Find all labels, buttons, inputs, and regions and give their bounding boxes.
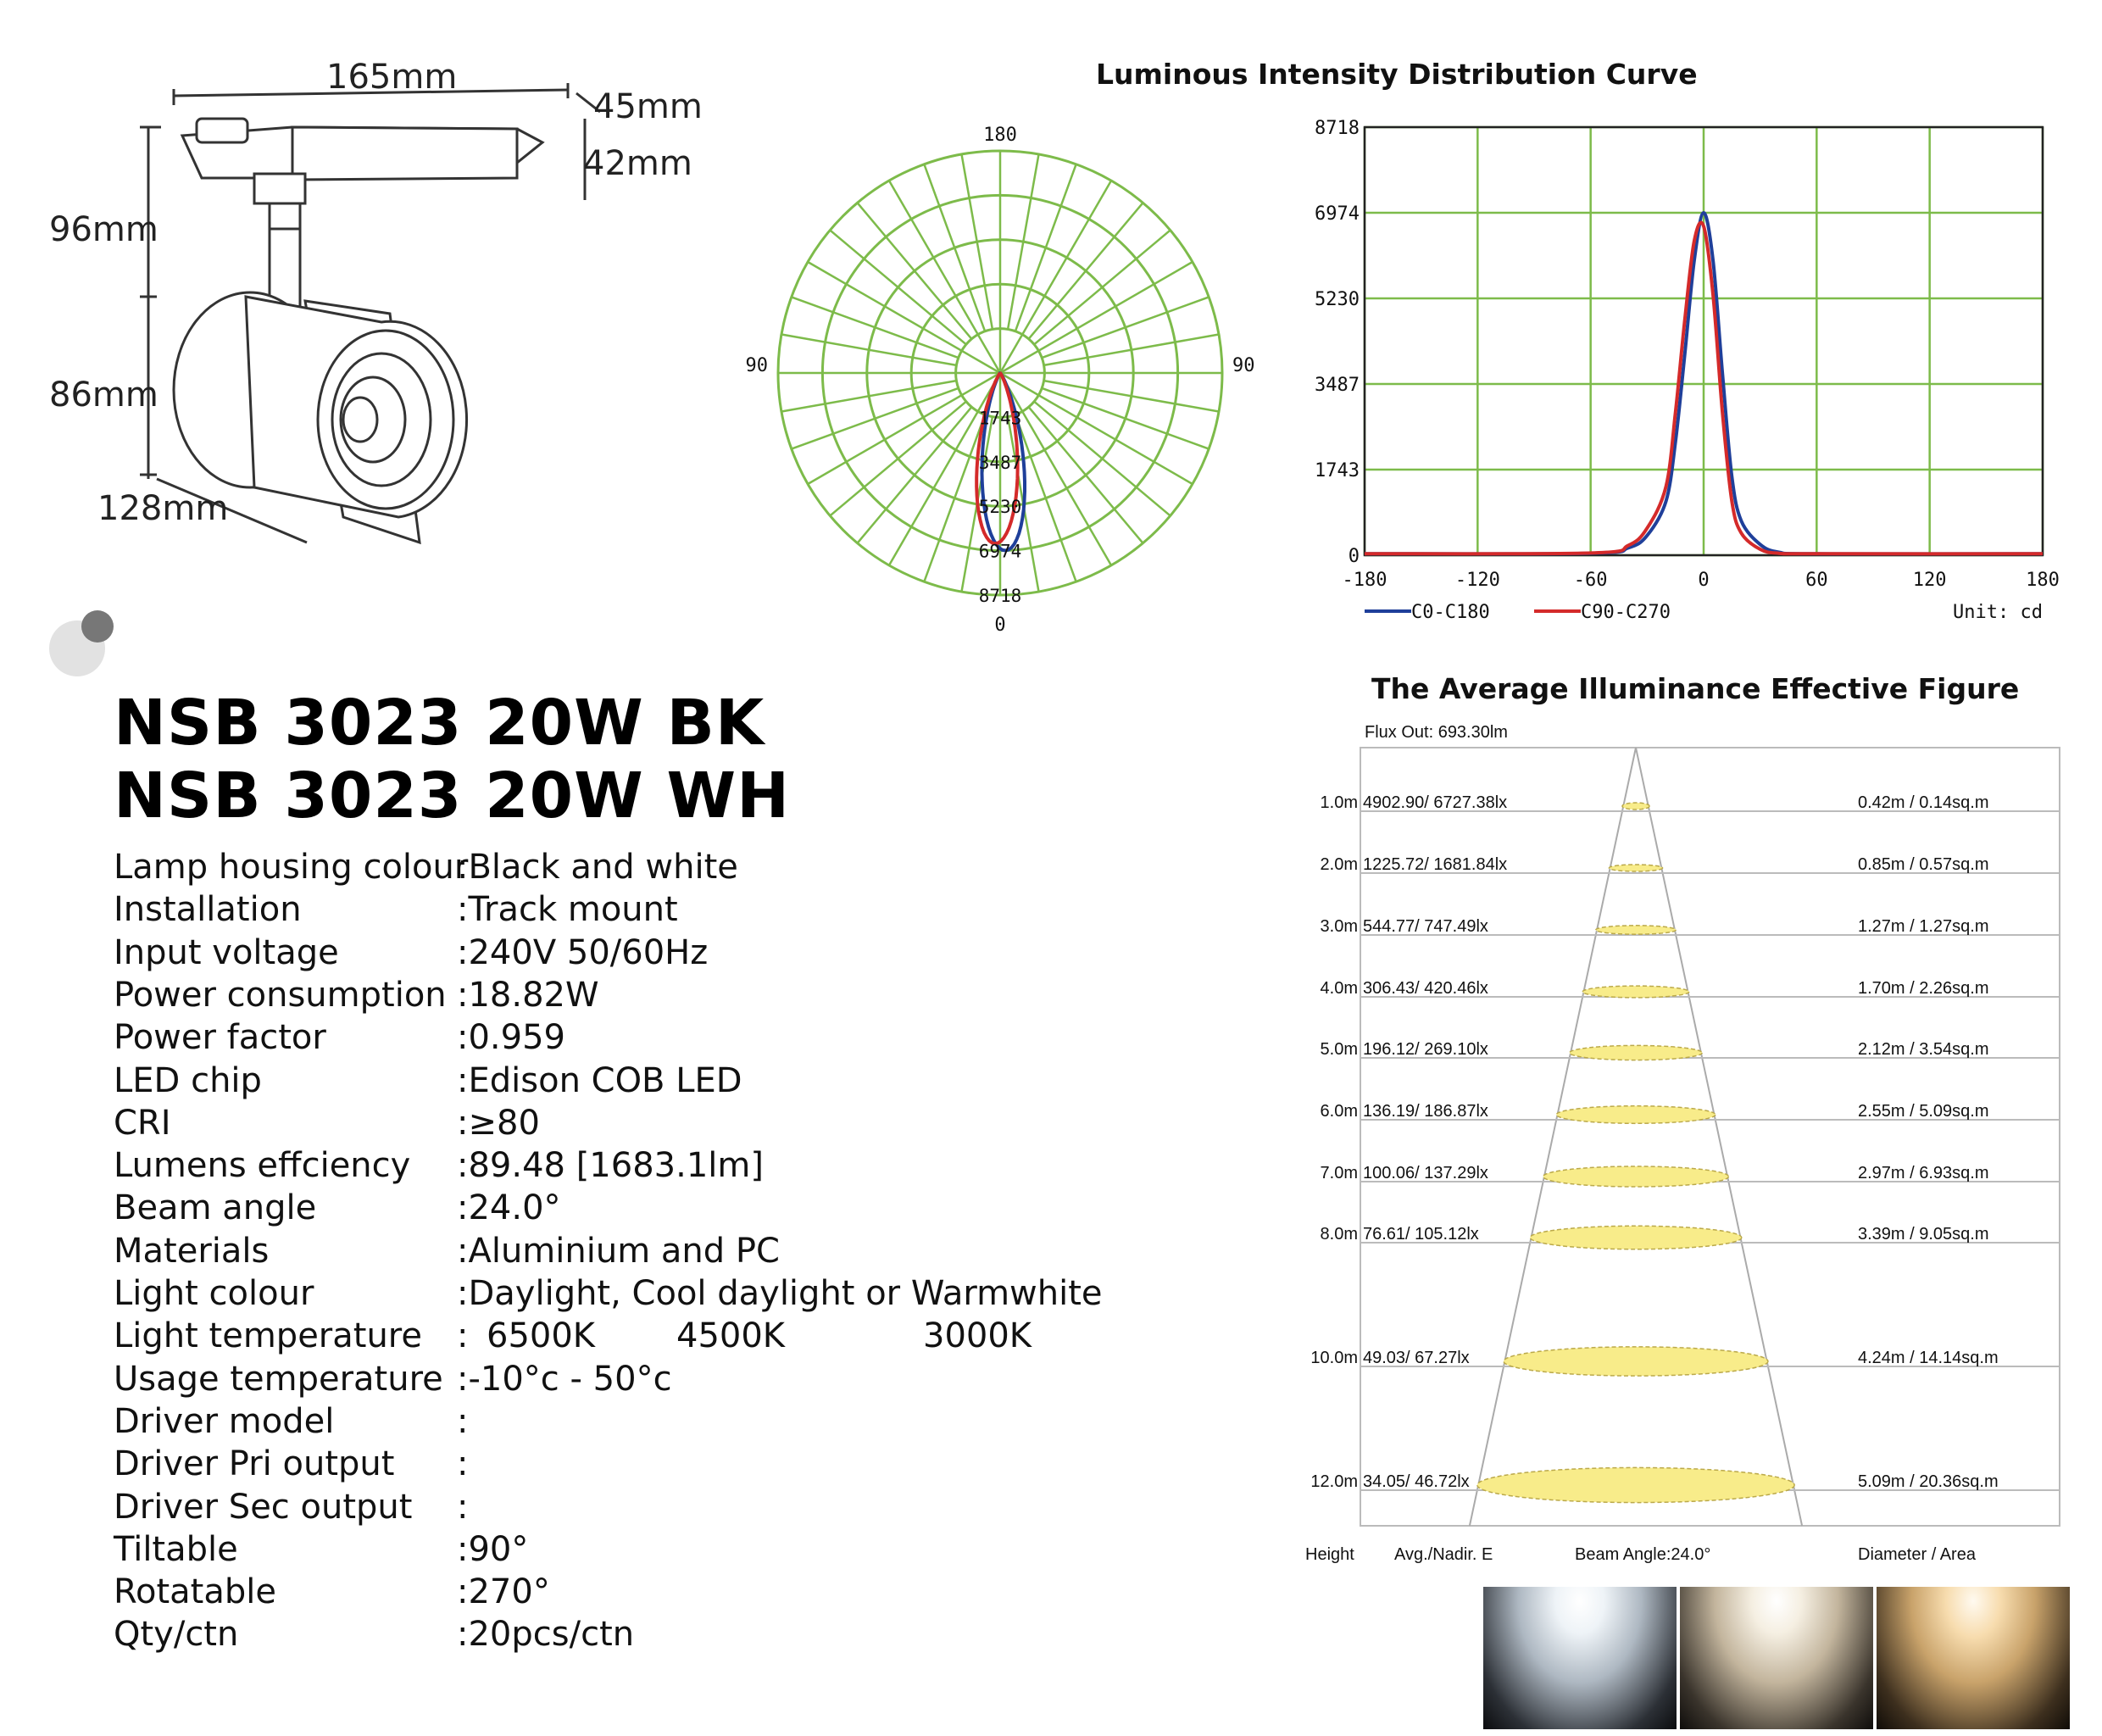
spec-value: : bbox=[457, 1444, 469, 1484]
illum-value: 34.05/ 46.72lx bbox=[1363, 1472, 1470, 1491]
illum-value: 4902.90/ 6727.38lx bbox=[1363, 793, 1508, 812]
illum-spot bbox=[1530, 1226, 1742, 1249]
unit-label: Unit: cd bbox=[1953, 602, 2043, 623]
line-x-tick: 60 bbox=[1805, 570, 1828, 591]
polar-radial-tick: 1743 bbox=[978, 408, 1022, 429]
spec-value: : bbox=[457, 1401, 469, 1441]
spec-label: Power factor bbox=[114, 1018, 326, 1058]
spec-label: Qty/ctn bbox=[114, 1615, 239, 1655]
spec-value: :Edison COB LED bbox=[457, 1060, 742, 1100]
illum-height: 3.0m bbox=[1320, 917, 1358, 936]
illum-spot bbox=[1570, 1045, 1702, 1060]
line-chart bbox=[1305, 110, 2068, 636]
spec-label: Driver Sec output bbox=[114, 1487, 413, 1527]
illum-header-height: Height bbox=[1305, 1545, 1354, 1564]
spec-label: Lamp housing colour bbox=[114, 848, 469, 887]
spec-value: :270° bbox=[457, 1572, 550, 1612]
illum-height: 12.0m bbox=[1310, 1472, 1358, 1491]
illum-value: 196.12/ 269.10lx bbox=[1363, 1040, 1488, 1059]
spec-label: Materials bbox=[114, 1231, 270, 1271]
product-drawing bbox=[0, 0, 746, 576]
swatch-cool-daylight bbox=[1680, 1587, 1873, 1729]
illum-diameter: 1.70m / 2.26sq.m bbox=[1858, 979, 1989, 998]
top-depth-dimension: 45mm bbox=[593, 87, 703, 126]
adapter-height-dimension: 42mm bbox=[583, 144, 692, 183]
polar-spoke bbox=[781, 381, 956, 411]
legend-label: C0-C180 bbox=[1411, 602, 1490, 623]
illum-header-diameter: Diameter / Area bbox=[1858, 1545, 1976, 1564]
polar-spoke bbox=[1042, 388, 1209, 449]
light-temperature-value: 6500K bbox=[487, 1316, 596, 1356]
spec-value: :Aluminium and PC bbox=[457, 1231, 780, 1271]
illum-diameter: 4.24m / 14.14sq.m bbox=[1858, 1349, 1999, 1367]
illum-diameter: 0.85m / 0.57sq.m bbox=[1858, 855, 1989, 874]
illum-spot bbox=[1622, 803, 1649, 810]
spec-value: :240V 50/60Hz bbox=[457, 932, 709, 972]
illum-diameter: 5.09m / 20.36sq.m bbox=[1858, 1472, 1999, 1491]
illum-spot bbox=[1504, 1347, 1768, 1376]
spec-value: :90° bbox=[457, 1529, 529, 1569]
illum-height: 7.0m bbox=[1320, 1164, 1358, 1182]
line-x-tick: -60 bbox=[1573, 570, 1608, 591]
head-height-dimension: 86mm bbox=[49, 376, 158, 415]
spec-label: Beam angle bbox=[114, 1188, 317, 1228]
model-title-bk: NSB 3023 20W BK bbox=[114, 687, 765, 760]
spec-value: :Track mount bbox=[457, 890, 678, 930]
polar-radial-tick: 6974 bbox=[978, 541, 1022, 562]
line-x-tick: -120 bbox=[1454, 570, 1500, 591]
illum-diameter: 3.39m / 9.05sq.m bbox=[1858, 1225, 1989, 1244]
spec-value: :≥80 bbox=[457, 1103, 540, 1143]
spec-value: :-10°c - 50°c bbox=[457, 1359, 672, 1399]
illum-spot bbox=[1609, 865, 1662, 871]
light-temperature-value: 4500K bbox=[676, 1316, 786, 1356]
illum-spot bbox=[1543, 1166, 1729, 1187]
illum-height: 5.0m bbox=[1320, 1040, 1358, 1059]
polar-radial-tick: 5230 bbox=[978, 497, 1022, 518]
polar-spoke bbox=[1008, 154, 1038, 329]
spec-label: Input voltage bbox=[114, 932, 339, 972]
spec-label: Usage temperature bbox=[114, 1359, 443, 1399]
spec-value: : bbox=[457, 1316, 469, 1356]
spec-value: :Black and white bbox=[457, 848, 738, 887]
polar-spoke bbox=[1044, 381, 1219, 411]
illum-diameter: 2.12m / 3.54sq.m bbox=[1858, 1040, 1989, 1059]
length-dimension: 128mm bbox=[97, 489, 229, 528]
illum-value: 136.19/ 186.87lx bbox=[1363, 1102, 1488, 1121]
line-x-tick: 120 bbox=[1912, 570, 1947, 591]
illum-height: 6.0m bbox=[1320, 1102, 1358, 1121]
swatch-warmwhite bbox=[1877, 1587, 2070, 1729]
line-y-tick: 6974 bbox=[1315, 203, 1360, 225]
illum-value: 49.03/ 67.27lx bbox=[1363, 1349, 1470, 1367]
spec-label: Driver model bbox=[114, 1401, 335, 1441]
model-title-wh: NSB 3023 20W WH bbox=[114, 760, 791, 832]
spec-label: CRI bbox=[114, 1103, 171, 1143]
width-dimension: 165mm bbox=[326, 58, 458, 97]
polar-spoke bbox=[924, 164, 985, 331]
polar-radial-tick: 3487 bbox=[978, 452, 1022, 473]
legend-label: C90-C270 bbox=[1581, 602, 1671, 623]
illum-diameter: 1.27m / 1.27sq.m bbox=[1858, 917, 1989, 936]
luminous-curve-title: Luminous Intensity Distribution Curve bbox=[1096, 58, 1698, 91]
line-x-tick: -180 bbox=[1342, 570, 1387, 591]
illum-header-beam: Beam Angle:24.0° bbox=[1575, 1545, 1711, 1564]
illum-height: 1.0m bbox=[1320, 793, 1358, 812]
line-x-tick: 180 bbox=[2026, 570, 2060, 591]
decorative-dots bbox=[49, 610, 117, 678]
line-y-tick: 0 bbox=[1348, 546, 1360, 567]
illum-height: 10.0m bbox=[1310, 1349, 1358, 1367]
illuminance-figure bbox=[1271, 721, 2085, 1568]
polar-spoke bbox=[792, 297, 959, 358]
illum-diameter: 2.55m / 5.09sq.m bbox=[1858, 1102, 1989, 1121]
illum-value: 1225.72/ 1681.84lx bbox=[1363, 855, 1508, 874]
spec-value: :89.48 [1683.1lm] bbox=[457, 1146, 764, 1186]
spec-label: Driver Pri output bbox=[114, 1444, 395, 1484]
illum-diameter: 0.42m / 0.14sq.m bbox=[1858, 793, 1989, 812]
illum-value: 306.43/ 420.46lx bbox=[1363, 979, 1488, 998]
spec-label: Light colour bbox=[114, 1274, 314, 1313]
polar-angle-label: 0 bbox=[994, 615, 1006, 636]
spec-label: Tiltable bbox=[114, 1529, 238, 1569]
line-y-tick: 5230 bbox=[1315, 289, 1360, 311]
illum-value: 100.06/ 137.29lx bbox=[1363, 1164, 1488, 1182]
illum-value: 544.77/ 747.49lx bbox=[1363, 917, 1488, 936]
spec-label: LED chip bbox=[114, 1060, 262, 1100]
stem-height-dimension: 96mm bbox=[49, 210, 158, 249]
illum-spot bbox=[1556, 1106, 1716, 1124]
polar-spoke bbox=[962, 154, 993, 329]
spec-value: :18.82W bbox=[457, 975, 599, 1015]
illum-spot bbox=[1477, 1467, 1794, 1502]
spec-value: :Daylight, Cool daylight or Warmwhite bbox=[457, 1274, 1103, 1313]
spec-label: Lumens effciency bbox=[114, 1146, 411, 1186]
spec-value: :20pcs/ctn bbox=[457, 1615, 635, 1655]
illum-diameter: 2.97m / 6.93sq.m bbox=[1858, 1164, 1989, 1182]
polar-angle-label: 90 bbox=[1232, 355, 1255, 376]
illum-header-avg: Avg./Nadir. E bbox=[1394, 1545, 1493, 1564]
polar-spoke bbox=[1044, 335, 1219, 365]
polar-spoke bbox=[792, 388, 959, 449]
light-temperature-value: 3000K bbox=[923, 1316, 1032, 1356]
flux-out-label: Flux Out: 693.30lm bbox=[1365, 723, 1508, 742]
spec-label: Light temperature bbox=[114, 1316, 422, 1356]
illum-spot bbox=[1582, 986, 1689, 998]
polar-spoke bbox=[1015, 164, 1076, 331]
illum-value: 76.61/ 105.12lx bbox=[1363, 1225, 1479, 1244]
polar-spoke bbox=[781, 335, 956, 365]
spec-label: Installation bbox=[114, 890, 302, 930]
swatch-daylight bbox=[1483, 1587, 1677, 1729]
spec-label: Power consumption bbox=[114, 975, 447, 1015]
line-y-tick: 3487 bbox=[1315, 375, 1360, 397]
illum-height: 2.0m bbox=[1320, 855, 1358, 874]
polar-angle-label: 90 bbox=[745, 355, 768, 376]
spec-value: : bbox=[457, 1487, 469, 1527]
illuminance-title: The Average Illuminance Effective Figure bbox=[1371, 672, 2020, 705]
line-x-tick: 0 bbox=[1698, 570, 1710, 591]
polar-angle-label: 180 bbox=[983, 125, 1017, 146]
spec-value: :0.959 bbox=[457, 1018, 565, 1058]
illum-height: 8.0m bbox=[1320, 1225, 1358, 1244]
line-y-tick: 8718 bbox=[1315, 118, 1360, 139]
illum-height: 4.0m bbox=[1320, 979, 1358, 998]
illum-spot bbox=[1596, 926, 1676, 934]
polar-spoke bbox=[1042, 297, 1209, 358]
line-y-tick: 1743 bbox=[1315, 460, 1360, 482]
spec-value: :24.0° bbox=[457, 1188, 561, 1228]
beam-cone-right bbox=[1636, 748, 1802, 1526]
polar-radial-tick: 8718 bbox=[978, 586, 1022, 606]
polar-chart bbox=[729, 110, 1271, 636]
spec-label: Rotatable bbox=[114, 1572, 276, 1612]
